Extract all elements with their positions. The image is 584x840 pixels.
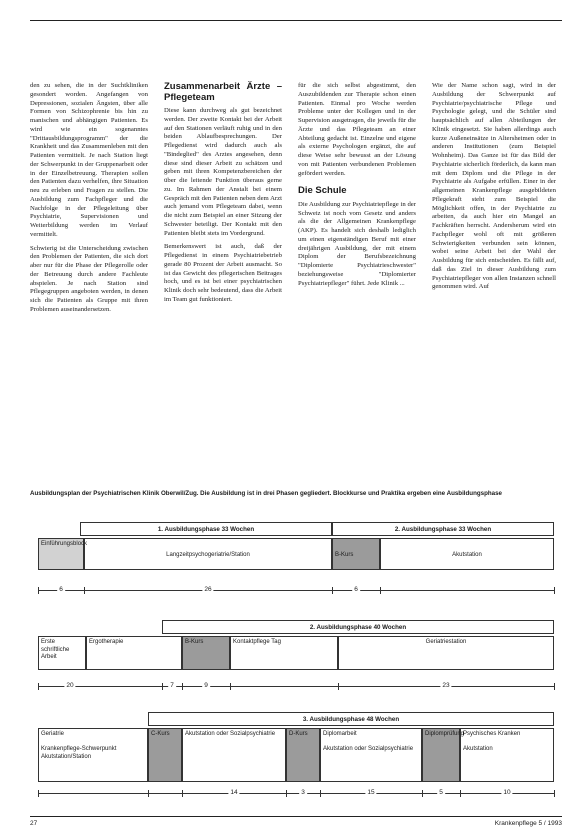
section-heading: Zusammenarbeit Ärzte – Pflegeteam	[164, 81, 282, 103]
tick	[554, 587, 555, 594]
paragraph: Die Ausbildung zur Psychiatriepflege in der Schweiz ist noch vom Gesetz und anders als die der Allgemeinen Krankenpflege (AKP). Es handelt sich deshalb lediglich um einen eigenständigen Beruf mit einer dreijährigen Ausbildung, der mit einem Diplom der Berufsbezeichnung "Diplomierte Psychiatrieschwester" beziehungsweise "Diplomierter Psychiatriepfleger" führt. Jede Klinik ...	[298, 200, 416, 287]
tick	[380, 587, 381, 594]
block-geriatrie-3: Geriatrie Krankenpflege-Schwerpunkt Akutstation/Station	[38, 728, 148, 782]
tick	[554, 683, 555, 690]
text-column-2	[164, 82, 282, 310]
phase3-header: 3. Ausbildungsphase 48 Wochen	[148, 712, 554, 726]
paragraph: Bemerkenswert ist auch, daß der Pflegedienst in einem Psychiatriebetrieb gerade 80 Prozent der Arbeit ausmacht. So ist das Gewicht des pflegerischen Beitrages hoch, und es ist bei einer psychiatrischen Klinik doch sehr bedeutend, dass die Arbeit im Team gut funktioniert.	[164, 243, 282, 303]
tick	[286, 790, 287, 797]
block-geriatrie: Geriatriestation	[338, 636, 554, 670]
block-b-kurs: B-Kurs	[332, 538, 380, 570]
phase1-header-left: 1. Ausbildungsphase 33 Wochen	[80, 522, 332, 536]
block-diplomarbeit: Diplomarbeit Akutstation oder Sozialpsychiatrie	[320, 728, 422, 782]
weeks-number: 6	[354, 586, 358, 593]
timeline-2	[38, 686, 554, 687]
tick	[148, 790, 149, 797]
timeline-3	[38, 793, 554, 794]
paragraph: für die sich selbst abgestimmt, den Auszubildenden zur Therapie schon einen Patienten. Einmal pro Woche werden Probleme unter der Kollegen und in der Supervision ausgetragen, die jeweils für die Ärzte und das Pflegeteam an einer Abteilung gedacht ist. Einzelne und eigene als externe Psychologen ergänzt, die auf diese Weise sehr bewusst an der Lösung von mit Patienten verbundenen Problemen gefördert werden.	[298, 82, 416, 177]
paragraph: Wie der Name schon sagt, wird in der Ausbildung der Schwerpunkt auf Psychiatrie/psychiatrische Pflege und Psychologie gelegt, und die Schüler sind hauptsächlich auf allen Abteilungen der Klinik eingesetzt. Sie haben allerdings auch kurze Außeneinsätze in Altersheimen oder in anderen Institutionen (zum Beispiel Wohnheim). Das Ganze ist für das Bild der Psychiatrie sicherlich förderlich, da kann man mit dem Diplom und die Pflege in der Psychiatrie als Aufgabe erfüllen. Einer in der allgemeinen Krankenpflege ausgebildeten Pflegekraft steht zum Beispiel die Möglichkeit offen, in der Psychiatrie zu arbeiten, da auch hier ein Mangel an Fachkräften herrscht. Andersherum wird ein Fachpfleger wohl oft mit größeren Schwierigkeiten verbunden sein können, wobei seine Arbeit bei der Wahl der Ausbildung für sich entscheiden. Es fällt auf, daß das Ziel in dieser Ausbildung zum Psychiatriepfleger von allen Instanzen schnell genommen wird. Auf	[432, 82, 556, 291]
weeks-number: 26	[204, 586, 212, 593]
weeks-number: 9	[204, 682, 208, 689]
weeks-number: 10	[503, 789, 511, 796]
tick	[162, 683, 163, 690]
journal-footer: Krankenpflege 5 / 1993	[494, 820, 562, 827]
block-b-kurs-2: B-Kurs	[182, 636, 230, 670]
text-column-1	[30, 82, 148, 320]
paragraph: den zu sehen, die in der Suchtkliniken gesondert worden. Angefangen von Depressionen, sozialen Ängsten, über alle Formen von Schizophrenie bis hin zu manischen und abhängigen Patienten. Es wird wie ein sogenanntes "Drittausbildungsprogramm" der die Krankheit und das Zusammenleben mit den Patienten vermittelt. Je nach Station liegt der Schwerpunkt in der Gruppenarbeit oder in der Einzelbetreuung. Therapien sollen den Patienten dazu verhelfen, ihre Situation neu zu erleben und Fragen zu stellen. Die Ausbildung zum Fachpfleger und die Nachfolge in der Pflegeleitung über Psychiatrie, Supervisionen und Weiterbildung werden im Verlauf vermittelt.	[30, 82, 148, 238]
tick	[182, 790, 183, 797]
block-langzeit: Langzeitpsychogeriatrie/Station	[84, 538, 332, 570]
weeks-number: 23	[442, 682, 450, 689]
weeks-number: 14	[230, 789, 238, 796]
tick	[38, 790, 39, 797]
tick	[554, 790, 555, 797]
figure-caption: Ausbildungsplan der Psychiatrischen Klinik Oberwil/Zug. Die Ausbildung ist in drei Phasen gegliedert. Blockkurse und Praktika ergeben eine Ausbildungsphase	[30, 490, 502, 497]
block-kontaktpflege: Kontaktpflege Tag	[230, 636, 338, 670]
tick	[84, 587, 85, 594]
weeks-number: 5	[439, 789, 443, 796]
tick	[338, 683, 339, 690]
page-number: 27	[30, 820, 38, 827]
block-d-kurs: D-Kurs	[286, 728, 320, 782]
tick	[460, 790, 461, 797]
block-ergotherapie: Ergotherapie	[86, 636, 182, 670]
block-diplompruefung: Diplomprüfung	[422, 728, 460, 782]
weeks-number: 20	[66, 682, 74, 689]
block-c-kurs: C-Kurs	[148, 728, 182, 782]
weeks-number: 15	[367, 789, 375, 796]
block-arbeit: Erste schriftliche Arbeit	[38, 636, 86, 670]
weeks-number: 7	[170, 682, 174, 689]
paragraph: Schwierig ist die Unterscheidung zwischen den Problemen der Patienten, die sich dort aber nur für die Phase der Pflegerolle oder der Betreuung durch andere Fachleute abspielen. Je nach Station sind Pflegegruppen angeboten werden, in denen sich die Patienten als Gruppe mit ihren Problemen auseinandersetzen.	[30, 244, 148, 313]
text-column-4	[432, 82, 556, 297]
timeline-1	[38, 590, 554, 591]
top-rule	[30, 20, 562, 21]
tick	[230, 683, 231, 690]
block-einfuehrung: Einführungsblock	[38, 538, 84, 570]
tick	[422, 790, 423, 797]
block-akut-sozial: Akutstation oder Sozialpsychiatrie	[182, 728, 286, 782]
block-psych-kranken: Psychisches Kranken Akutstation	[460, 728, 554, 782]
tick	[38, 683, 39, 690]
paragraph: Diese kann durchweg als gut bezeichnet werden. Der zweite Kontakt bei der Arbeit auf den Stationen verläuft ruhig und in den beiden Ablaufbesprechungen. Der Pflegedienst wird dadurch auch als "Bindeglied" des Arztes angesehen, denn diese sind dieser Arbeit zu schätzen und geben mit ihren Kompetenzbereichen der über die leitende Funktion überaus gerne zu. Im Rahmen der Anstalt bei einem Gespräch mit den Patienten neben dem Arzt auch jemand vom Pflegeteam dabei, wenn die nicht zum Beispiel an einer Sitzung der Schwester beteiligt. Der Kontakt mit den Patienten bleibt stets im Vordergrund.	[164, 107, 282, 237]
phase2-header: 2. Ausbildungsphase 40 Wochen	[162, 620, 554, 634]
tick	[38, 587, 39, 594]
tick	[332, 587, 333, 594]
text-column-3	[298, 82, 416, 293]
tick	[320, 790, 321, 797]
section-heading: Die Schule	[298, 185, 347, 197]
weeks-number: 3	[301, 789, 305, 796]
weeks-number: 6	[59, 586, 63, 593]
tick	[182, 683, 183, 690]
phase1-header-right: 2. Ausbildungsphase 33 Wochen	[332, 522, 554, 536]
bottom-rule	[30, 816, 562, 817]
block-akut: Akutstation	[380, 538, 554, 570]
